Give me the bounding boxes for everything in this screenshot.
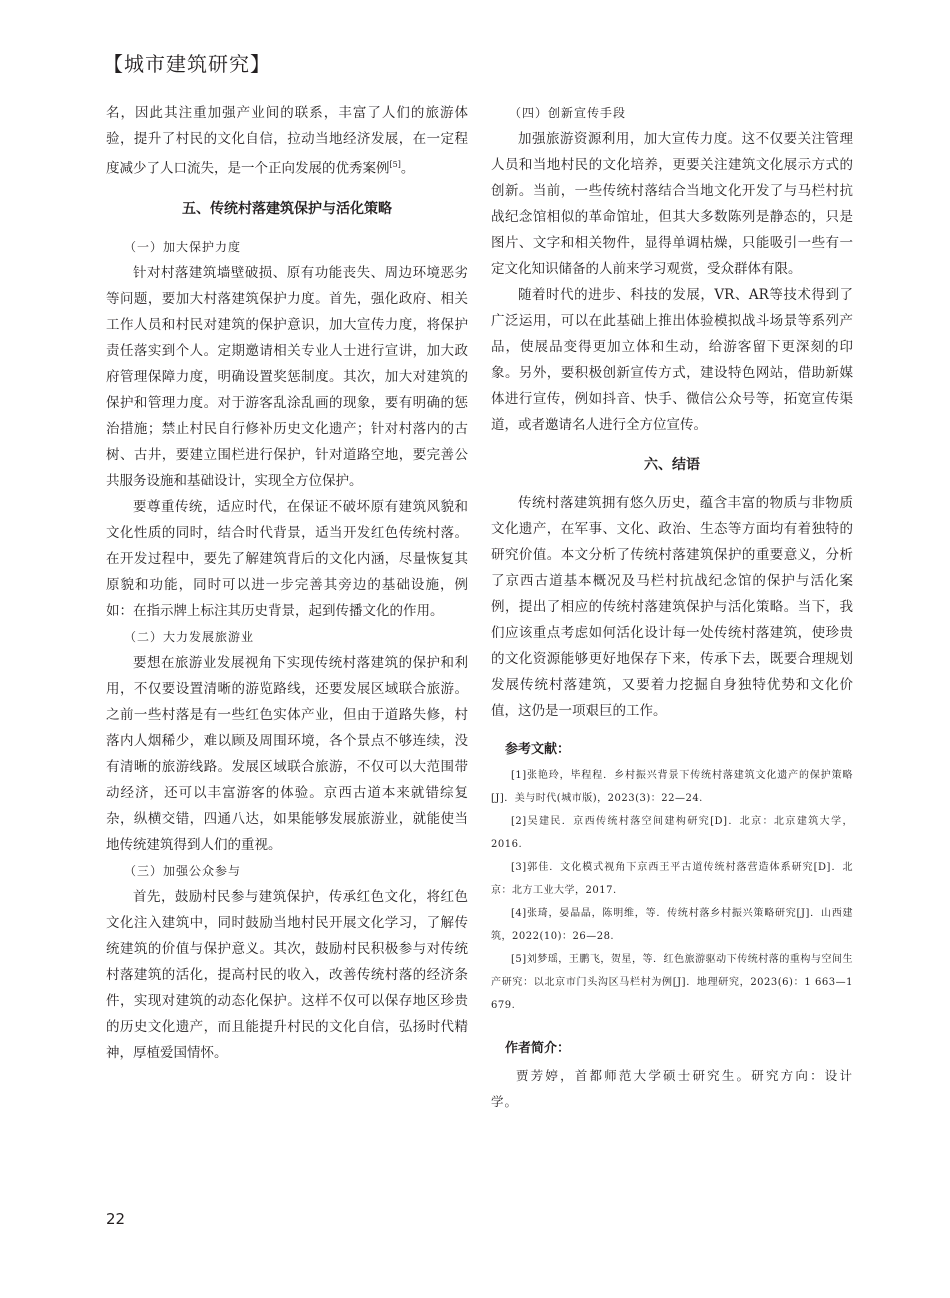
intro-citation: [5] — [389, 160, 401, 169]
paragraph-2: 要尊重传统，适应时代，在保证不破坏原有建筑风貌和文化性质的同时，结合时代背景，适当开发红色传统村落。在开发过程中，要先了解建筑背后的文化内涵，尽量恢复其原貌和功能，同时可以进一步完善其旁边的基础设施，例如：在指示牌上标注其历史背景，起到传播文化的作用。 — [106, 498, 468, 619]
paragraph-5: 加强旅游资源利用，加大宣传力度。这不仅要关注管理人员和当地村民的文化培养，更要关注建筑文化展示方式的创新。当前，一些传统村落结合当地文化开发了与马栏村抗战纪念馆相似的革命馆址，但其大多数陈列是静态的，只是图片、文字和相关物件，显得单调枯燥，只能吸引一些有一定文化知识储备的人前来学习观赏，受众群体有限。 — [491, 131, 853, 277]
right-column — [491, 100, 853, 1115]
subsection-3-title: （三）加强公众参与 — [124, 863, 242, 878]
references-title: 参考文献： — [505, 742, 571, 757]
journal-header: 【城市建筑研究】 — [103, 52, 271, 76]
intro-text: 名，因此其注重加强产业间的联系，丰富了人们的旅游体验，提升了村民的文化自信，拉动当地经济发展，在一定程度减少了人口流失，是一个正向发展的优秀案例 — [106, 105, 468, 177]
reference-item: [1]张艳玲，毕程程．乡村振兴背景下传统村落建筑文化遗产的保护策略[J]．美与时代(城市版)，2023(3)：22—24. — [491, 770, 853, 804]
paragraph-1: 针对村落建筑墙壁破损、原有功能丧失、周边环境恶劣等问题，要加大村落建筑保护力度。首先，强化政府、相关工作人员和村民对建筑的保护意识，加大宣传力度，将保护责任落实到个人。定期邀请相关专业人士进行宣讲，加大政府管理保障力度，明确设置奖惩制度。其次，加大对建筑的保护和管理力度。对于游客乱涂乱画的现象，要有明确的惩治措施；禁止村民自行修补历史文化遗产；针对村落内的古树、古井，要建立围栏进行保护，针对道路空地，要完善公共服务设施和基础设计，实现全方位保护。 — [106, 264, 468, 489]
section-6-title: 六、结语 — [644, 457, 700, 473]
author-bio: 贾芳婷，首都师范大学硕士研究生。研究方向：设计学。 — [491, 1068, 853, 1109]
intro-paragraph — [106, 100, 468, 182]
section-5-title: 五、传统村落建筑保护与活化策略 — [182, 200, 392, 217]
author-bio-title: 作者简介： — [505, 1041, 571, 1056]
paragraph-6: 随着时代的进步、科技的发展，VR、AR等技术得到了广泛运用，可以在此基础上推出体验模拟战斗场景等系列产品，使展品变得更加立体和生动，给游客留下更深刻的印象。另外，要积极创新宣传方式，建设特色网站，借助新媒体进行宣传，例如抖音、快手、微信公众号等，拓宽宣传渠道，或者邀请名人进行全方位宣传。 — [491, 287, 853, 433]
reference-item: [5]刘梦瑶，王鹏飞，贺星，等．红色旅游驱动下传统村落的重构与空间生产研究：以北京市门头沟区马栏村为例[J]．地理研究，2023(6)：1 663—1 679. — [491, 954, 853, 1011]
intro-end: 。 — [400, 160, 415, 177]
reference-item: [4]张琦，晏晶晶，陈明维，等．传统村落乡村振兴策略研究[J]．山西建筑，2022(10)：26—28. — [491, 908, 853, 942]
paragraph-3: 要想在旅游业发展视角下实现传统村落建筑的保护和利用，不仅要设置清晰的游览路线，还要发展区域联合旅游。之前一些村落是有一些红色实体产业，但由于道路失修，村落内人烟稀少，难以顾及周围环境，各个景点不够连续，没有清晰的旅游线路。发展区域联合旅游，不仅可以大范围带动经济，还可以丰富游客的体验。京西古道本来就错综复杂，纵横交错，四通八达，如果能够发展旅游业，就能使当地传统建筑得到人们的重视。 — [106, 654, 468, 853]
reference-item: [2]吴建民．京西传统村落空间建构研究[D]．北京：北京建筑大学，2016. — [491, 816, 853, 850]
subsection-1-title: （一）加大保护力度 — [124, 239, 242, 254]
left-column — [106, 100, 468, 1066]
paragraph-4: 首先，鼓励村民参与建筑保护，传承红色文化，将红色文化注入建筑中，同时鼓励当地村民开展文化学习，了解传统建筑的价值与保护意义。其次，鼓励村民积极参与对传统村落建筑的活化，提高村民的收入，改善传统村落的经济条件，实现对建筑的动态化保护。这样不仅可以保存地区珍贵的历史文化遗产，而且能提升村民的文化自信，弘扬时代精神，厚植爱国情怀。 — [106, 888, 468, 1061]
reference-item: [3]郭佳．文化模式视角下京西王平古道传统村落营造体系研究[D]．北京：北方工业大学，2017. — [491, 862, 853, 896]
subsection-2-title: （二）大力发展旅游业 — [124, 629, 255, 644]
page-number: 22 — [106, 1210, 126, 1228]
subsection-4-title: （四）创新宣传手段 — [509, 106, 627, 120]
paragraph-7: 传统村落建筑拥有悠久历史，蕴含丰富的物质与非物质文化遗产，在军事、文化、政治、生态等方面均有着独特的研究价值。本文分析了传统村落建筑保护的重要意义，分析了京西古道基本概况及马栏村抗战纪念馆的保护与活化案例，提出了相应的传统村落建筑保护与活化策略。当下，我们应该重点考虑如何活化设计每一处传统村落建筑，使珍贵的文化资源能够更好地保存下来，传承下去，既要合理规划发展传统村落建筑，又要着力挖掘自身独特优势和文化价值，这仍是一项艰巨的工作。 — [491, 495, 853, 719]
